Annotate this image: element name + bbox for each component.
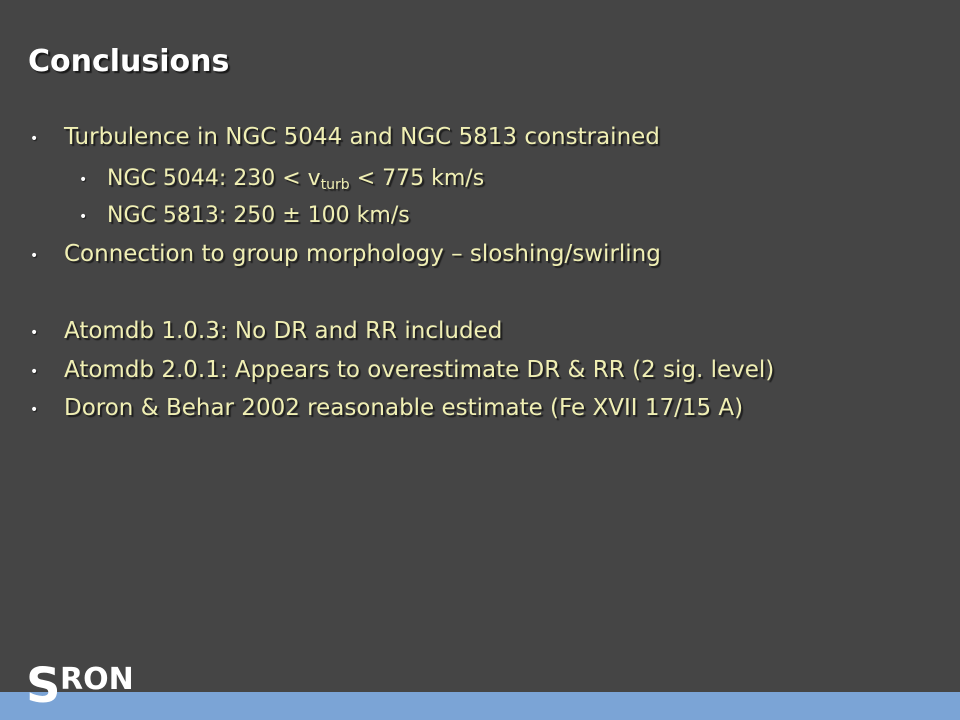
logo-letter-s: S — [26, 658, 61, 714]
logo-text: RON — [60, 662, 134, 697]
bullet-item — [30, 318, 503, 344]
bullet-text: Connection to group morphology – sloshing/swirling — [64, 241, 661, 267]
bullet-text: NGC 5044: $230 < v_{turb} < 775$ km/s — [107, 166, 485, 193]
bullet-item — [30, 124, 660, 150]
bullet-icon: • — [30, 364, 39, 380]
bullet-icon: • — [79, 172, 88, 188]
bullet-text: Turbulence in NGC 5044 and NGC 5813 constrained — [64, 124, 660, 150]
bullet-text: Atomdb 2.0.1: Appears to overestimate DR & RR (2 sig. level) — [64, 357, 775, 383]
sub-bullet-item — [79, 203, 410, 228]
bullet-icon: • — [30, 131, 39, 147]
slide-title: Conclusions — [28, 44, 230, 79]
bullet-text: NGC 5813: 250 ± 100 km/s — [107, 203, 410, 228]
bullet-item — [30, 241, 661, 267]
bullet-text: Atomdb 1.0.3: No DR and RR included — [64, 318, 503, 344]
bullet-icon: • — [79, 209, 88, 225]
bullet-item — [30, 357, 775, 383]
subscript-turb: turb — [320, 177, 350, 193]
bullet-icon: • — [30, 402, 39, 418]
bullet-item — [30, 395, 744, 421]
bullet-icon: • — [30, 248, 39, 264]
bullet-text: Doron & Behar 2002 reasonable estimate (Fe XVII 17/15 A) — [64, 395, 744, 421]
sub-bullet-item — [79, 166, 485, 193]
bullet-icon: • — [30, 325, 39, 341]
sron-logo — [24, 656, 164, 714]
